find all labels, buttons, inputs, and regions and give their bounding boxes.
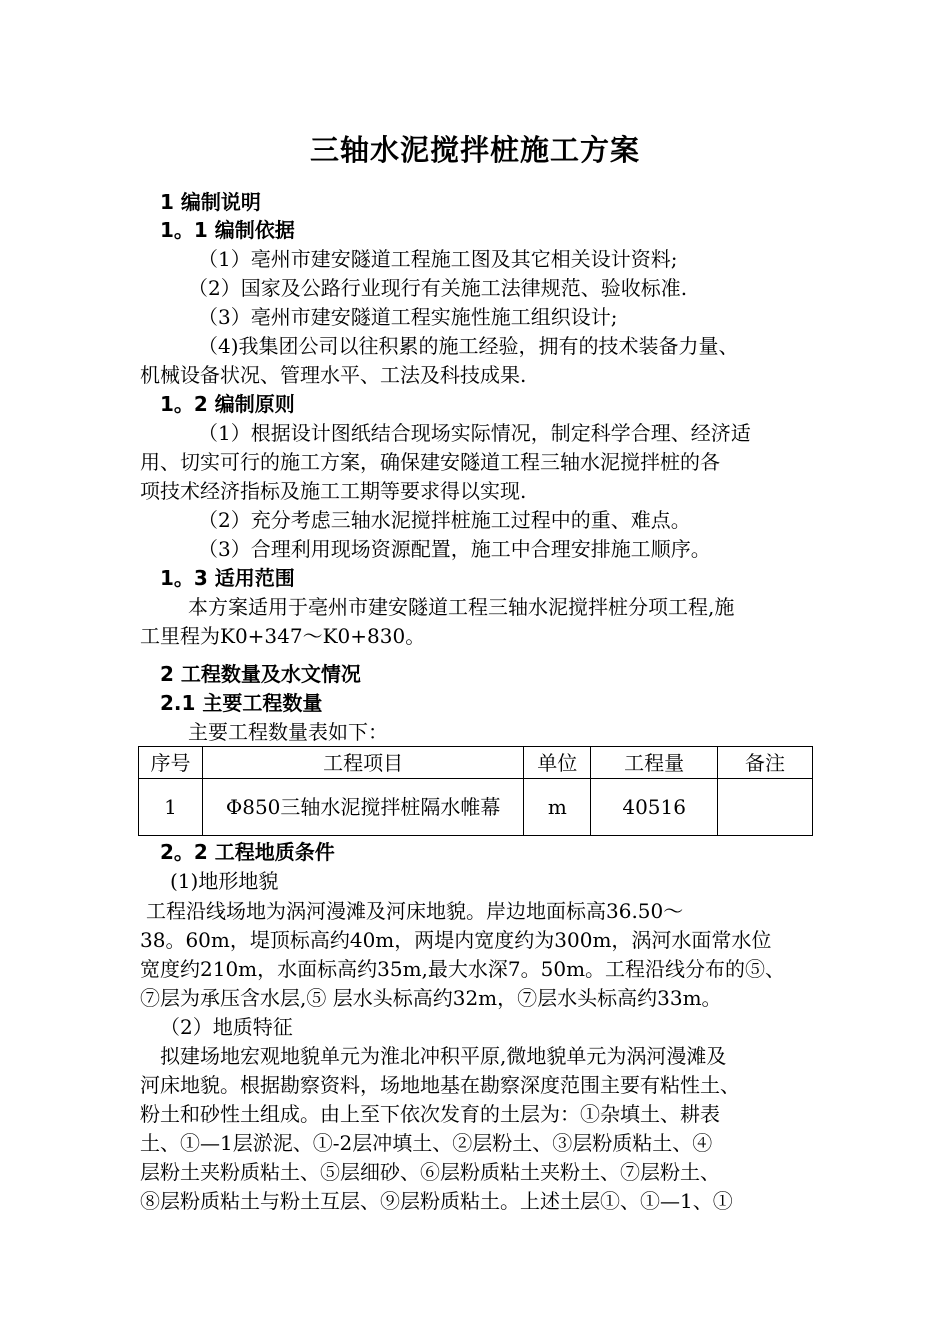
basis-item: （1）亳州市建安隧道工程施工图及其它相关设计资料;: [198, 247, 678, 271]
subsection-heading-1-3: 1。3 适用范围: [160, 566, 295, 590]
basis-item: （4)我集团公司以往积累的施工经验，拥有的技术装备力量、: [198, 334, 739, 358]
section-heading-2: 2 工程数量及水文情况: [160, 662, 361, 686]
table-intro: 主要工程数量表如下：: [188, 720, 388, 744]
principle-item: （1）根据设计图纸结合现场实际情况，制定科学合理、经济适: [198, 421, 751, 445]
geo-paragraph-continued: ⑦层为承压含水层,⑤ 层水头标高约32m，⑦层水头标高约33m。: [140, 986, 722, 1010]
table-cell: m: [524, 779, 591, 836]
principle-item-continued: 项技术经济指标及施工工期等要求得以实现.: [140, 479, 527, 503]
table-cell: [718, 779, 813, 836]
principle-item: （2）充分考虑三轴水泥搅拌桩施工过程中的重、难点。: [198, 508, 691, 532]
document-title: 三轴水泥搅拌桩施工方案: [309, 133, 640, 167]
table-header-cell: 序号: [139, 747, 203, 779]
geo-subheading: （2）地质特征: [160, 1015, 293, 1039]
table-cell: 40516: [591, 779, 718, 836]
geo-subheading: (1)地形地貌: [170, 869, 279, 893]
section-heading-1: 1 编制说明: [160, 190, 261, 214]
geo-paragraph-continued: 粉土和砂性土组成。由上至下依次发育的土层为：①杂填土、耕表: [140, 1102, 720, 1126]
scope-paragraph: 本方案适用于亳州市建安隧道工程三轴水泥搅拌桩分项工程,施: [188, 595, 735, 619]
geo-paragraph-continued: 38。60m，堤顶标高约40m，两堤内宽度约为300m，涡河水面常水位: [140, 928, 772, 952]
table-cell: Φ850三轴水泥搅拌桩隔水帷幕: [202, 779, 523, 836]
basis-item: （2）国家及公路行业现行有关施工法律规范、验收标准.: [188, 276, 688, 300]
geo-paragraph-continued: ⑧层粉质粘土与粉土互层、⑨层粉质粘土。上述土层①、①—1、①: [140, 1189, 733, 1213]
quantity-table: [138, 746, 813, 836]
subsection-heading-2-1: 2.1 主要工程数量: [160, 691, 323, 715]
scope-paragraph-continued: 工里程为K0+347～K0+830。: [140, 624, 426, 648]
geo-paragraph: 工程沿线场地为涡河漫滩及河床地貌。岸边地面标高36.50～: [146, 899, 684, 923]
basis-item-continued: 机械设备状况、管理水平、工法及科技成果.: [140, 363, 527, 387]
table-header-cell: 工程量: [591, 747, 718, 779]
geo-paragraph-continued: 层粉土夹粉质粘土、⑤层细砂、⑥层粉质粘土夹粉土、⑦层粉土、: [140, 1160, 720, 1184]
subsection-heading-2-2: 2。2 工程地质条件: [160, 840, 335, 864]
subsection-heading-1-1: 1。1 编制依据: [160, 218, 295, 242]
table-header-cell: 备注: [718, 747, 813, 779]
table-cell: 1: [139, 779, 203, 836]
geo-paragraph-continued: 宽度约210m，水面标高约35m,最大水深7。50m。工程沿线分布的⑤、: [140, 957, 786, 981]
principle-item-continued: 用、切实可行的施工方案，确保建安隧道工程三轴水泥搅拌桩的各: [140, 450, 720, 474]
table-header-row: [139, 747, 813, 779]
table-header-cell: 工程项目: [202, 747, 523, 779]
geo-paragraph: 拟建场地宏观地貌单元为淮北冲积平原,微地貌单元为涡河漫滩及: [160, 1044, 727, 1068]
table-header-cell: 单位: [524, 747, 591, 779]
basis-item: （3）亳州市建安隧道工程实施性施工组织设计;: [198, 305, 618, 329]
subsection-heading-1-2: 1。2 编制原则: [160, 392, 295, 416]
geo-paragraph-continued: 土、①—1层淤泥、①-2层冲填土、②层粉土、③层粉质粘土、④: [140, 1131, 713, 1155]
principle-item: （3）合理利用现场资源配置，施工中合理安排施工顺序。: [198, 537, 711, 561]
geo-paragraph-continued: 河床地貌。根据勘察资料，场地地基在勘察深度范围主要有粘性土、: [140, 1073, 740, 1097]
table-row: [139, 779, 813, 836]
